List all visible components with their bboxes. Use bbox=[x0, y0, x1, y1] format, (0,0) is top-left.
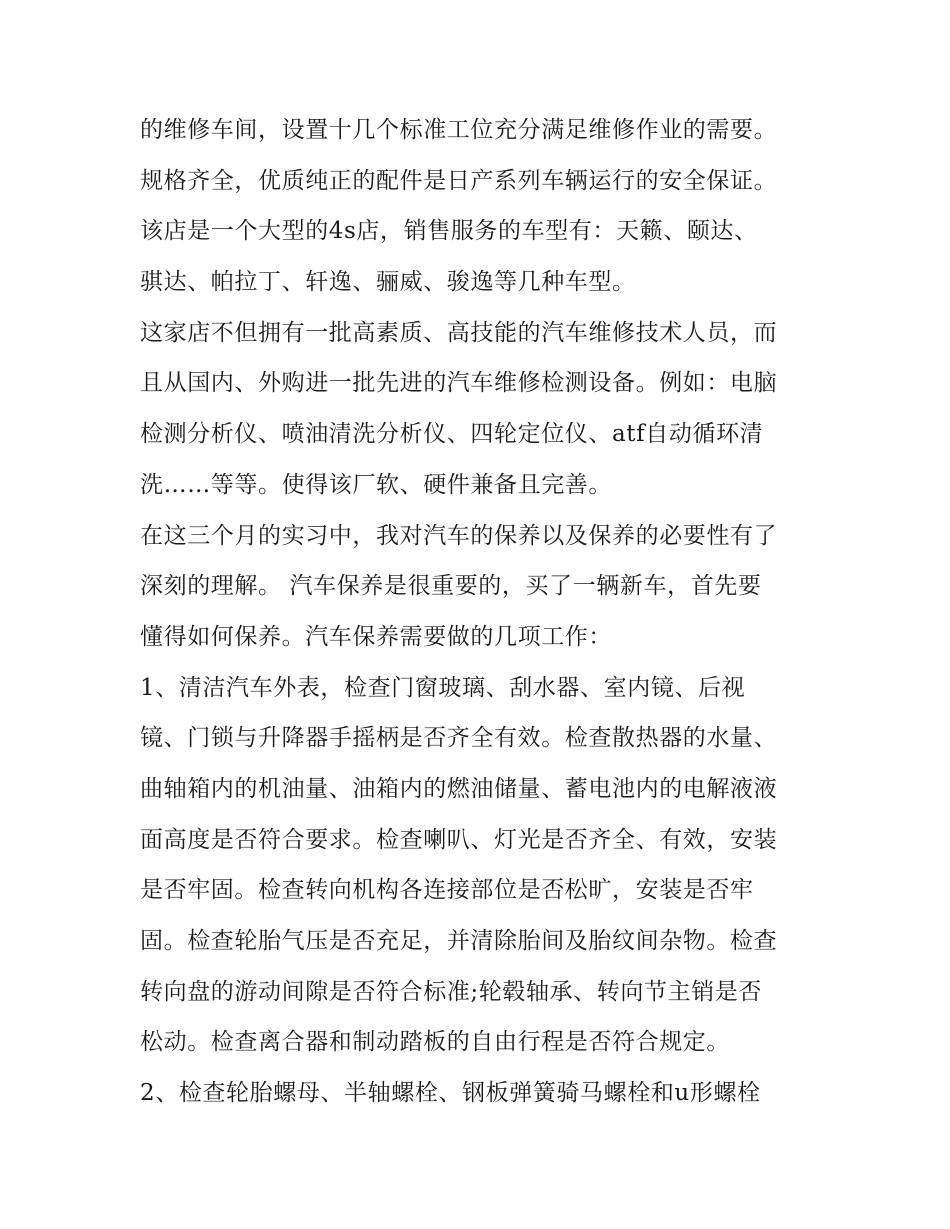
text-line: 洗……等等。使得该厂软、硬件兼备且完善。 bbox=[140, 471, 612, 498]
text-line: 检测分析仪、喷油清洗分析仪、四轮定位仪、atf自动循环清 bbox=[140, 421, 764, 448]
text-line: 深刻的理解。 汽车保养是很重要的，买了一辆新车，首先要 bbox=[140, 573, 762, 600]
text-line: 镜、门锁与升降器手摇柄是否齐全有效。检查散热器的水量、 bbox=[140, 725, 778, 752]
text-line: 是否牢固。检查转向机构各连接部位是否松旷，安装是否牢 bbox=[140, 877, 754, 904]
text-line: 骐达、帕拉丁、轩逸、骊威、骏逸等几种车型。 bbox=[140, 269, 636, 296]
text-line: 该店是一个大型的4s店，销售服务的车型有：天籁、颐达、 bbox=[140, 218, 758, 245]
text-line: 1、清洁汽车外表，检查门窗玻璃、刮水器、室内镜、后视 bbox=[140, 674, 746, 701]
text-line: 曲轴箱内的机油量、油箱内的燃油储量、蓄电池内的电解液液 bbox=[140, 775, 778, 802]
text-line: 懂得如何保养。汽车保养需要做的几项工作： bbox=[140, 623, 612, 650]
text-line: 面高度是否符合要求。检查喇叭、灯光是否齐全、有效，安装 bbox=[140, 826, 778, 853]
text-line: 2、检查轮胎螺母、半轴螺栓、钢板弹簧骑马螺栓和u形螺栓 bbox=[140, 1080, 761, 1107]
text-line: 在这三个月的实习中，我对汽车的保养以及保养的必要性有了 bbox=[140, 522, 778, 549]
body-text bbox=[140, 105, 830, 1119]
text-line: 的维修车间，设置十几个标准工位充分满足维修作业的需要。 bbox=[140, 117, 778, 143]
text-line: 这家店不但拥有一批高素质、高技能的汽车维修技术人员，而 bbox=[140, 319, 778, 346]
text-line: 且从国内、外购进一批先进的汽车维修检测设备。例如：电脑 bbox=[140, 370, 778, 397]
text-line: 转向盘的游动间隙是否符合标准;轮毂轴承、转向节主销是否 bbox=[140, 978, 762, 1005]
text-line: 松动。检查离合器和制动踏板的自由行程是否符合规定。 bbox=[140, 1029, 730, 1056]
text-line: 固。检查轮胎气压是否充足，并清除胎间及胎纹间杂物。检查 bbox=[140, 928, 778, 954]
text-line: 规格齐全，优质纯正的配件是日产系列车辆运行的安全保证。 bbox=[140, 167, 778, 194]
